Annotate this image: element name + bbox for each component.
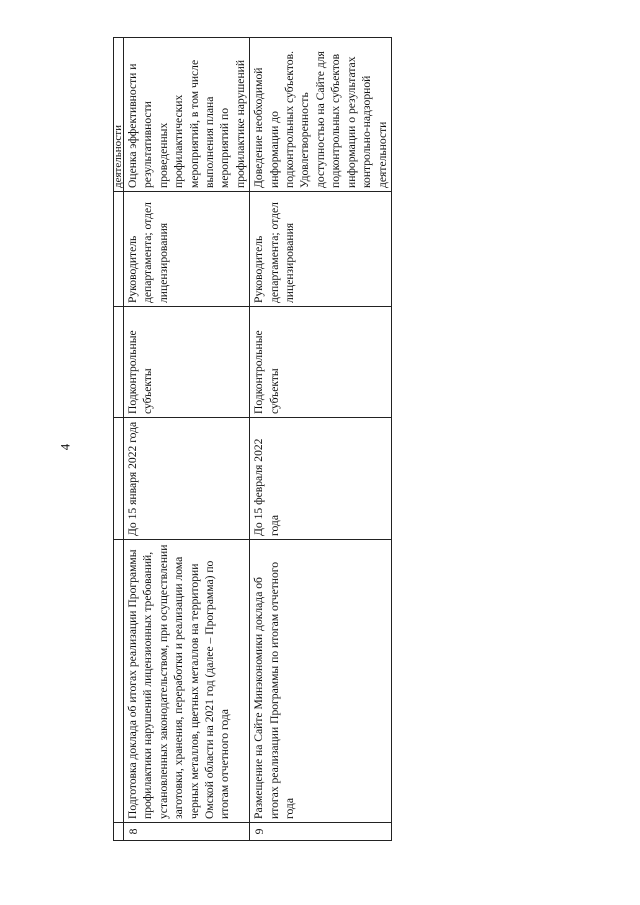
row-number: 9	[250, 823, 392, 841]
table-row-continuation	[114, 38, 124, 841]
responsible-cell: Руководитель департамента; отдел лицензирования	[124, 192, 250, 307]
responsible-cell: Руководитель департамента; отдел лицензирования	[250, 192, 392, 307]
table-row	[250, 38, 392, 841]
event-cell: Размещение на Сайте Минэкономики доклада об итогах реализации Программы по итогам отчетного года	[250, 540, 392, 823]
page-number: 4	[57, 443, 73, 451]
continuation-text: деятельности	[112, 125, 124, 188]
event-cell: Подготовка доклада об итогах реализации Программы профилактики нарушений лицензионных требований, установленных законодательством, при осуществлении заготовки, хранения, переработки и реализации лома черных металлов, цветных металлов на территории Омской области на 2021 год (далее – Программа) по итогам отчетного года	[124, 540, 250, 823]
document-table-container	[112, 38, 389, 841]
row-number: 8	[124, 823, 250, 841]
table-row	[124, 38, 250, 841]
deadline-cell: До 15 февраля 2022 года	[250, 418, 392, 540]
result-cell: Оценка эффективности и результативности проведенных профилактических мероприятий, в том числе выполнения плана мероприятий по профилактике нарушений	[124, 38, 250, 192]
subjects-cell: Подконтрольные субъекты	[124, 307, 250, 418]
subjects-cell: Подконтрольные субъекты	[250, 307, 392, 418]
events-table	[113, 37, 392, 841]
deadline-cell: До 15 января 2022 года	[124, 418, 250, 540]
result-cell: Доведение необходимой информации до подконтрольных субъектов. Удовлетворенность доступностью на Сайте для подконтрольных субъектов информации о результатах контрольно-надзорной деятельности	[250, 38, 392, 192]
